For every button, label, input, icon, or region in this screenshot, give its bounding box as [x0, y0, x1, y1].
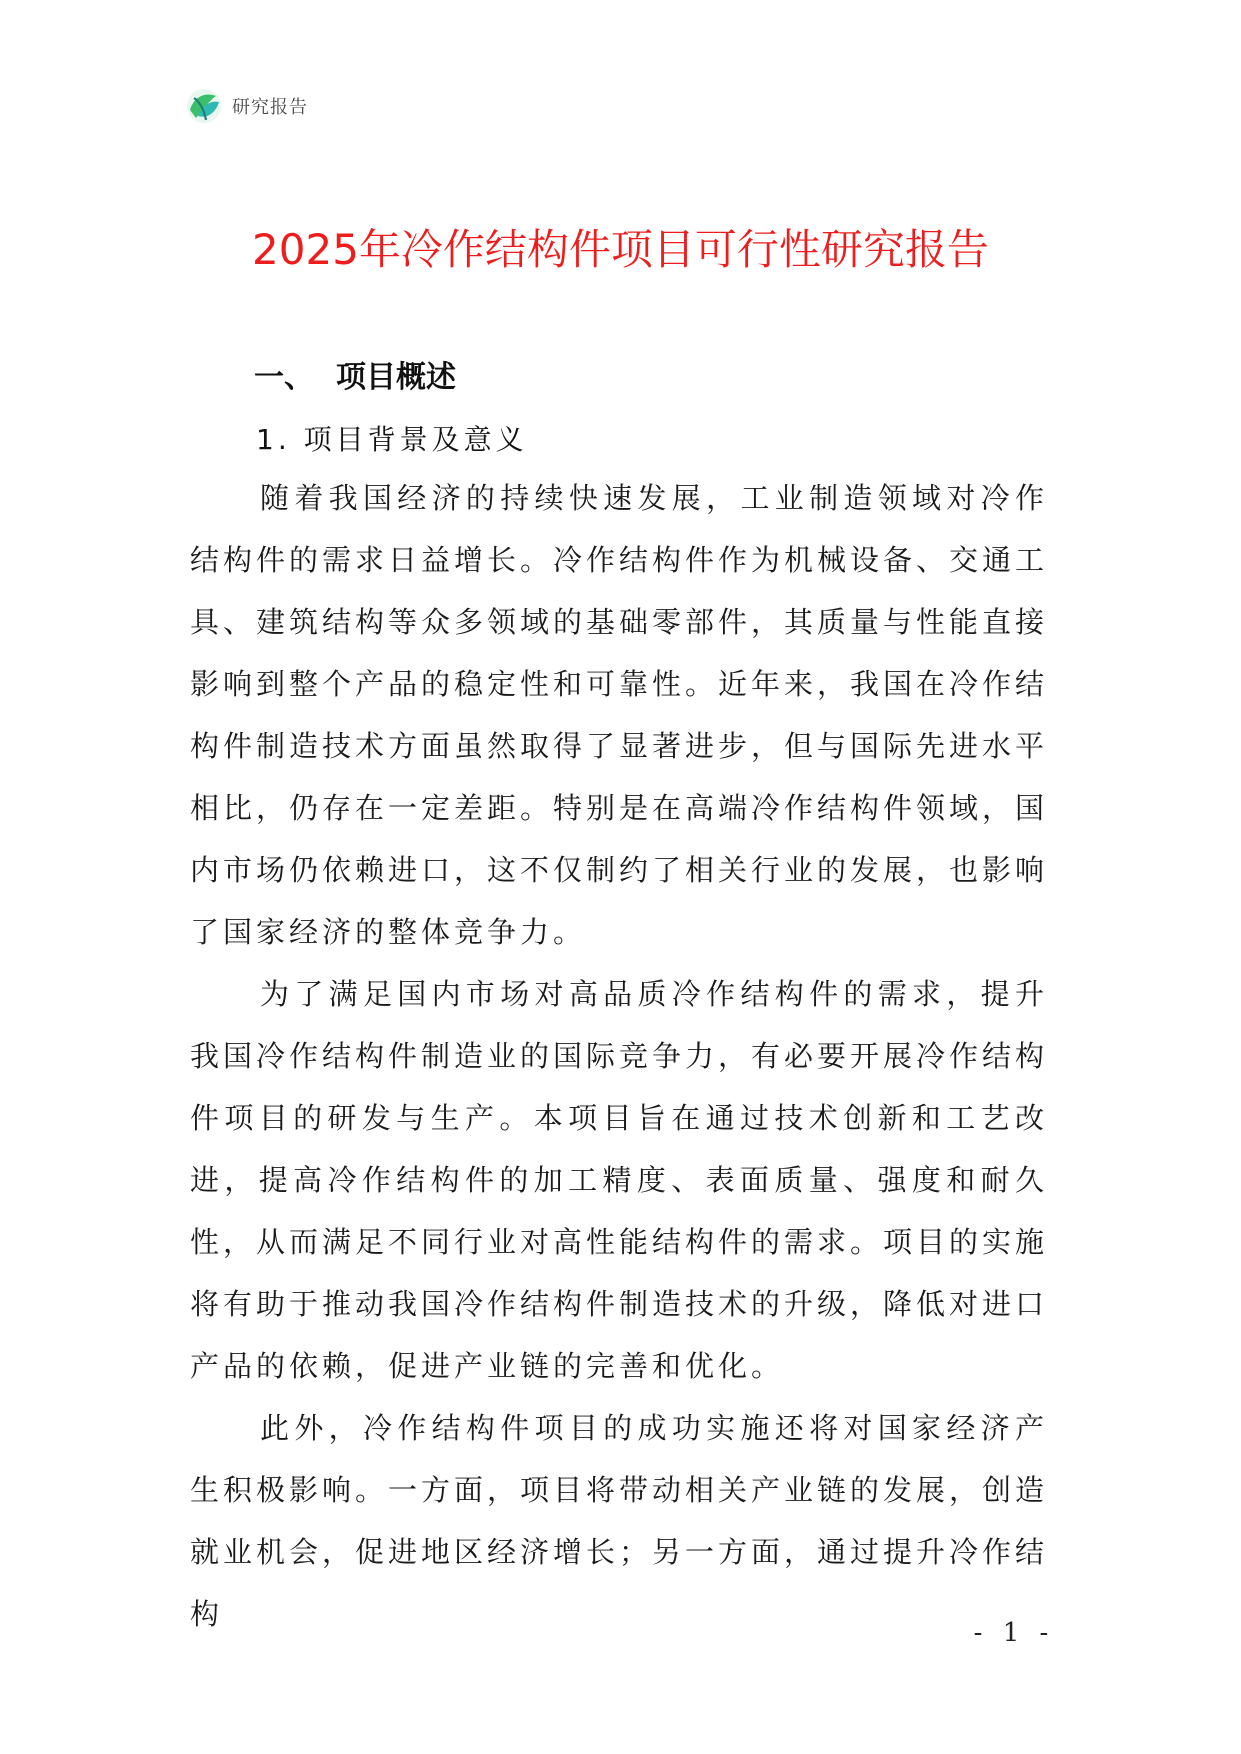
page-header	[186, 86, 308, 126]
paragraph: 此外，冷作结构件项目的成功实施还将对国家经济产生积极影响。一方面，项目将带动相关产业链的发展，创造就业机会，促进地区经济增长；另一方面，通过提升冷作结构	[190, 1411, 1049, 1631]
section-number: 一、	[254, 360, 314, 395]
paragraph: 随着我国经济的持续快速发展，工业制造领域对冷作结构件的需求日益增长。冷作结构件作为机械设备、交通工具、建筑结构等众多领域的基础零部件，其质量与性能直接影响到整个产品的稳定性和可靠性。近年来，我国在冷作结构件制造技术方面虽然取得了显著进步，但与国际先进水平相比，仍存在一定差距。特别是在高端冷作结构件领域，国内市场仍依赖进口，这不仅制约了相关行业的发展，也影响了国家经济的整体竞争力。	[190, 481, 1049, 949]
header-label: 研究报告	[232, 97, 308, 118]
document-body	[190, 467, 1048, 1645]
section-heading	[254, 358, 456, 398]
document-title: 2025年冷作结构件项目可行性研究报告	[252, 225, 989, 274]
subsection-heading: 1. 项目背景及意义	[256, 423, 528, 456]
section-title: 项目概述	[336, 360, 456, 395]
page-number: - 1 -	[973, 1618, 1055, 1648]
leaf-logo-icon	[186, 88, 222, 124]
paragraph: 为了满足国内市场对高品质冷作结构件的需求，提升我国冷作结构件制造业的国际竞争力，有必要开展冷作结构件项目的研发与生产。本项目旨在通过技术创新和工艺改进，提高冷作结构件的加工精度、表面质量、强度和耐久性，从而满足不同行业对高性能结构件的需求。项目的实施将有助于推动我国冷作结构件制造技术的升级，降低对进口产品的依赖，促进产业链的完善和优化。	[190, 977, 1049, 1383]
